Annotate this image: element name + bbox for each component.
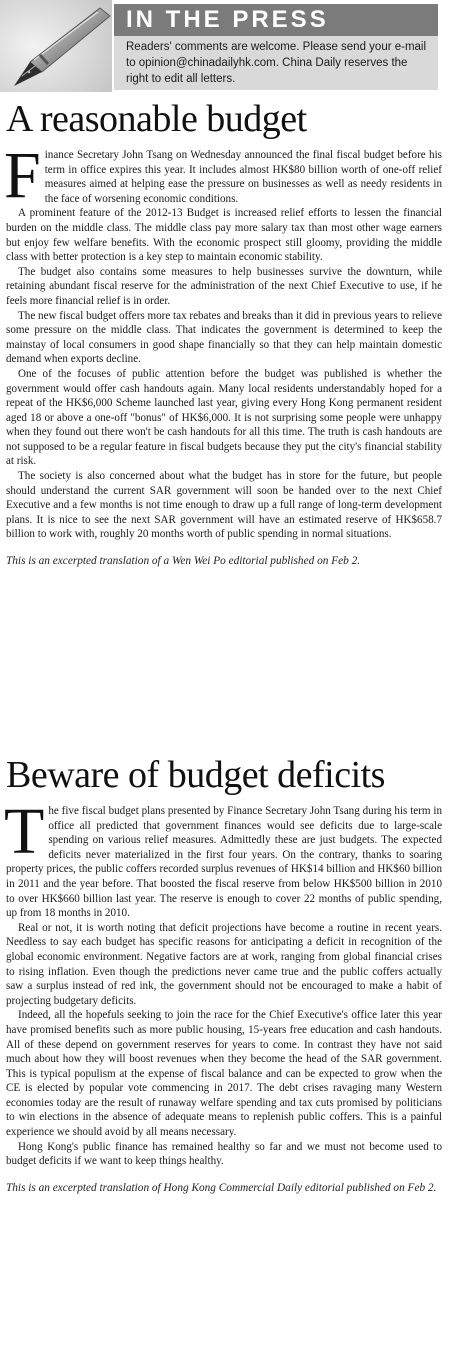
article-credit: This is an excerpted translation of Hong Kong Commercial Daily editorial published on Feb 2. (6, 1181, 437, 1194)
article-paragraph: The five fiscal budget plans presented by Finance Secretary John Tsang during his term in office all predicted that government finances would see deficits due to large-scale spending on various relief measures. Admittedly these are just budgets. The expected deficits never materialized in the first four years. On the contrary, thanks to soaring property prices, the public coffers recorded surplus revenues of HK$14 billion and HK$60 billion in 2011 and the year before. That boosted the fiscal reserve from below HK$500 billion in 2010 to over HK$660 billion last year. The reserve is enough to cover 22 months of public spending, up from 18 months in 2010. (4, 795, 442, 920)
section-title: IN THE PRESS (114, 4, 438, 36)
article-credit: This is an excerpted translation of a Wen Wei Po editorial published on Feb 2. (6, 555, 361, 568)
article-paragraph: Finance Secretary John Tsang on Wednesday announced the final fiscal budget before his term in office expires this year. It includes almost HK$80 billion worth of one-off relief measures aimed at helping ease the pressure on businesses as well as needy residents in the face of worsening economic conditions. (4, 139, 442, 212)
in-the-press-banner (0, 0, 450, 92)
article-paragraph: The budget also contains some measures to help businesses survive the downturn, while retaining abundant fiscal reserve for the administration of the next Chief Executive to use, if he feels more financial relief is in order. (6, 265, 442, 307)
article-headline: A reasonable budget (6, 98, 307, 140)
drop-cap: F (4, 139, 41, 212)
article-reasonable-budget (6, 96, 442, 569)
article-paragraph: One of the focuses of public attention before the budget was published is whether the government would offer cash handouts again. Many local residents understandably hoped for a repeat of the HK$6,000 Scheme launched last year, giving every Hong Kong permanent resident aged 18 or above a one-off "bonus" of HK$6,000. It is not surprising some people were unhappy when they found out there won't be cash handouts for all this time. The truth is cash handouts are not supposed to be a regular feature in fiscal budgets because they put the city's financial stability at risk. (6, 367, 442, 468)
readers-comments-note: Readers' comments are welcome. Please send your e-mail to opinion@chinadailyhk.com. China Daily reserves the right to edit all letters. (114, 36, 438, 90)
article-paragraph: Hong Kong's public finance has remained healthy so far and we must not become used to budget deficits if we want to keep things healthy. (6, 1140, 442, 1168)
article-budget-deficits (6, 752, 442, 1196)
article-paragraph: Real or not, it is worth noting that deficit projections have become a routine in recent years. Needless to say each budget has specific reasons for anticipating a deficit in recognition of the global economic environment. Negative factors are at work, ranging from global financial crises to rising inflation. Even though the predictions never came true and the public coffers actually saw a surplus instead of red ink, the government should not be encouraged to make a habit of projecting budgetary deficits. (6, 921, 442, 1007)
article-paragraph: The society is also concerned about what the budget has in store for the future, but people should understand the current SAR government will soon be handed over to the next Chief Executive and a few months is not time enough to draw up a full range of long-term development plans. It is nice to see the next SAR government will have an estimated reserve of HK$658.7 billion to work with, roughly 20 months worth of public spending in normal situations. (6, 470, 442, 541)
drop-cap: T (4, 795, 45, 868)
article-paragraph: A prominent feature of the 2012-13 Budget is increased relief efforts to lessen the financial burden on the middle class. The middle class pay more salary tax than most other wage earners but enjoy few welfare benefits. With the economic prospect still gloomy, providing the middle class with better protection is a key step to maintain economic stability. (6, 207, 442, 264)
article-body (4, 795, 442, 1169)
article-paragraph: The new fiscal budget offers more tax rebates and breaks than it did in previous years to relieve some pressure on the middle class. That indicates the government is determined to keep the mainstay of local consumers in good shape financially so that they can help maintain domestic demand when exports decline. (6, 309, 442, 366)
fountain-pen-icon (0, 0, 112, 92)
article-headline: Beware of budget deficits (6, 754, 385, 796)
article-paragraph: Indeed, all the hopefuls seeking to join the race for the Chief Executive's office later this year have promised benefits such as more public housing, 15-years free education and cash handouts. All of these depend on government reserves for years to come. In contrast they have not said much about how they will boost revenues when they become the head of the SAR government. This is typical populism at the expense of fiscal balance and can be expected to grow when the CE is elected by popular vote commencing in 2017. The debt crises ravaging many Western economies today are the result of runaway welfare spending and tax cuts promised by politicians to win elections in the absence of adequate means to replenish public coffers. This is a painful experience we should avoid by all means necessary. (6, 1009, 442, 1139)
article-body (4, 139, 442, 542)
